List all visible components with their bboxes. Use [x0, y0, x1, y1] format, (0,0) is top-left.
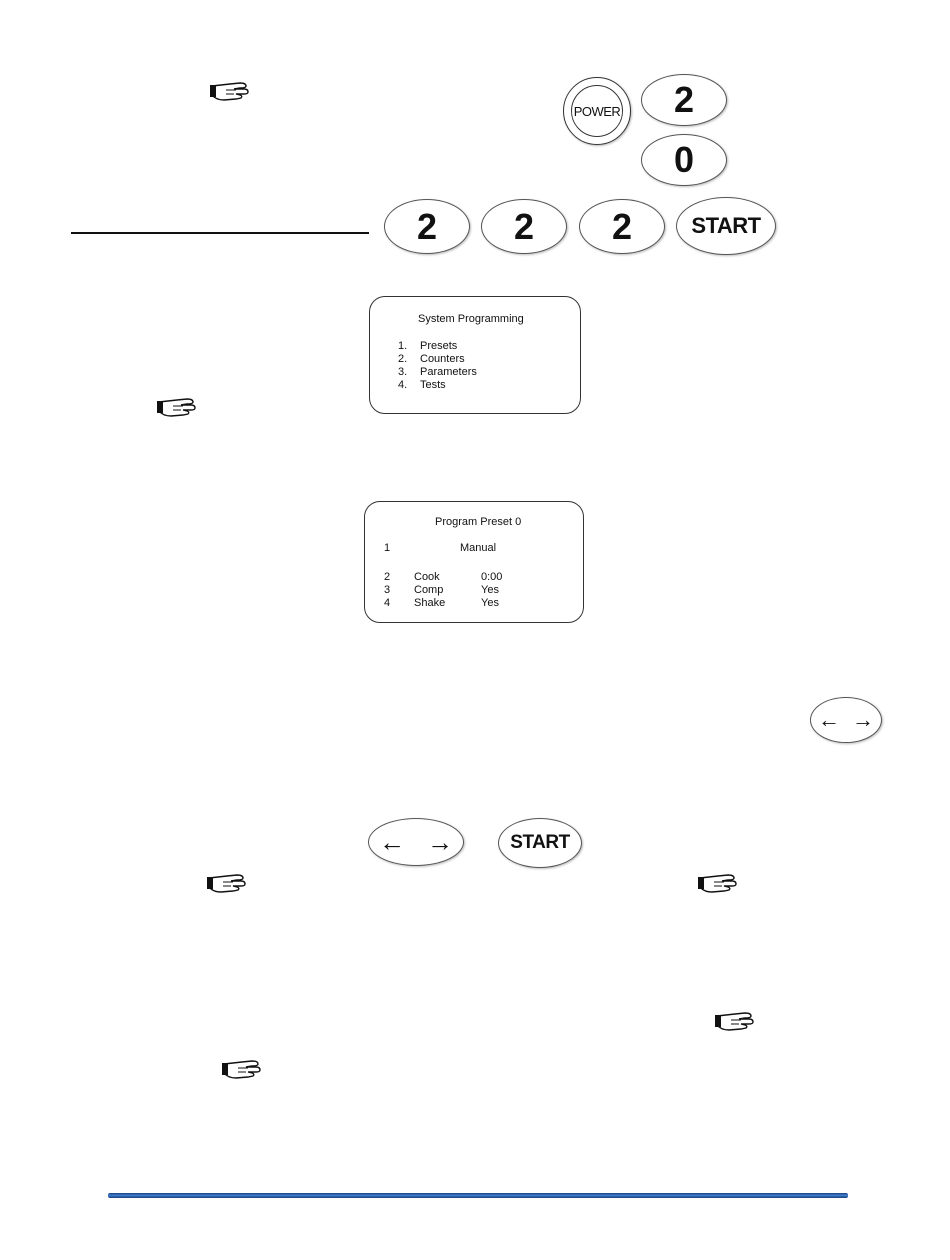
digit-2-label: 2	[673, 79, 695, 120]
start-button[interactable]	[676, 197, 776, 255]
preset-mode-label: Manual	[460, 542, 497, 554]
screen-title: Program Preset 0	[435, 516, 522, 528]
arrow-keypad-button[interactable]	[810, 697, 882, 743]
system-programming-screen	[369, 296, 581, 414]
pointing-hand-icon	[696, 872, 740, 894]
menu-item-number: 3.	[398, 366, 408, 378]
menu-item-number: 1.	[398, 340, 408, 352]
digit-2-label: 2	[416, 205, 438, 247]
menu-item-parameters[interactable]: Parameters	[420, 366, 477, 378]
pointing-hand-icon	[155, 396, 199, 418]
preset-comp-label: Comp	[414, 584, 444, 596]
footer-rule	[108, 1193, 848, 1198]
digit-2-button[interactable]	[481, 199, 567, 254]
preset-comp-value: Yes	[481, 584, 499, 596]
screen-title: System Programming	[418, 313, 524, 325]
power-label: POWER	[573, 103, 621, 119]
digit-2-button[interactable]	[579, 199, 665, 254]
digit-0-label: 0	[673, 139, 695, 180]
preset-row-number: 4	[384, 597, 391, 609]
menu-item-presets[interactable]: Presets	[420, 340, 458, 352]
preset-row-number: 2	[384, 571, 391, 583]
digit-2-label: 2	[513, 205, 535, 247]
power-button[interactable]	[563, 77, 631, 145]
pointing-hand-icon	[713, 1010, 757, 1032]
menu-item-number: 4.	[398, 379, 408, 391]
start-label: START	[510, 832, 570, 853]
preset-shake-value: Yes	[481, 597, 499, 609]
menu-item-tests[interactable]: Tests	[420, 379, 446, 391]
preset-row-number: 3	[384, 584, 391, 596]
preset-cook-label: Cook	[414, 571, 440, 583]
menu-item-counters[interactable]: Counters	[420, 353, 465, 365]
digit-2-label: 2	[611, 205, 633, 247]
preset-row-number: 1	[384, 542, 391, 554]
start-button[interactable]	[498, 818, 582, 868]
preset-shake-label: Shake	[414, 597, 446, 609]
arrow-right-icon: →	[852, 707, 874, 732]
digit-2-button[interactable]	[384, 199, 470, 254]
arrow-keypad-button[interactable]	[368, 818, 464, 866]
pointing-hand-icon	[220, 1058, 264, 1080]
digit-0-button[interactable]	[641, 134, 727, 186]
pointing-hand-icon	[208, 80, 252, 102]
section-underline	[71, 232, 369, 234]
start-label: START	[691, 213, 761, 238]
preset-cook-value: 0:00	[481, 571, 503, 583]
arrow-left-icon: ←	[379, 826, 405, 857]
arrow-left-icon: ←	[818, 707, 840, 732]
digit-2-button[interactable]	[641, 74, 727, 126]
pointing-hand-icon	[205, 872, 249, 894]
menu-item-number: 2.	[398, 353, 408, 365]
program-preset-screen	[364, 501, 584, 623]
arrow-right-icon: →	[427, 826, 453, 857]
